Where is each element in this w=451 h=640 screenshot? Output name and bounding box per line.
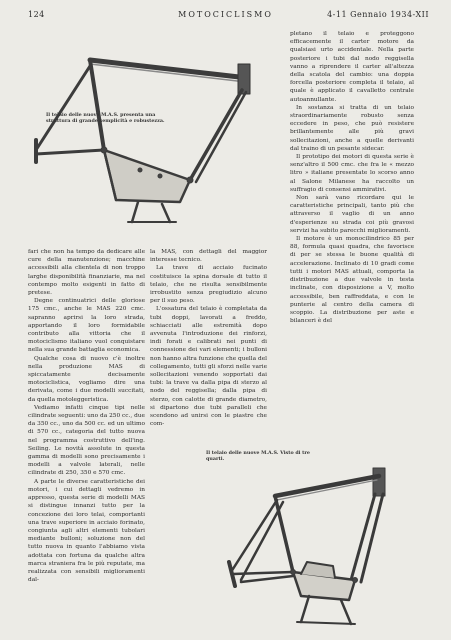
column-left xyxy=(28,248,145,631)
paragraph: La trave di acciaio fucinato costituisce la spina dorsale di tutto il telaio, che ne risulta sensibilmente irrobustito senza pregiudizio alcuno per il suo peso. xyxy=(150,265,267,305)
column-right xyxy=(290,30,414,420)
frame-side-view-photo xyxy=(20,30,280,226)
paragraph: Vediamo infatti cinque tipi nelle cilindrate seguenti: uno da 250 cc., due da 350 cc., uno da 500 cc. ed un ultimo di 570 cc., categoria del tutto nuova nel programma costruttivo dell'ing. Seiling. Le novità assolute in questa gamma di modelli sono precisamente i modelli a valvole laterali, nelle cilindrate di 250, 350 e 570 cmc. xyxy=(28,404,145,477)
paragraph: L'ossatura del telaio è completata da tubi doppi, lavorati a freddo, schiacciati alle estremità dopo avvenuta l'introduzione dei rinforzi, indi forati e calibrati nei punti di connessione dei vari elementi; i bulloni non hanno altra funzione che quella del collegamento, tutti gli sforzi nelle varie sollecitazioni venendo sopportati dai tubi: la trave va dalla pipa di sterzo al nodo del reggisella; dalla pipa di sterzo, con calotte di grande diametro, si dipartono due tubi paralleli che scendono ad unirsi con le piastre che com- xyxy=(150,306,267,428)
issue-date: 4-11 Gennaio 1934-XII xyxy=(327,10,429,19)
paragraph: Qualche cosa di nuovo c'è inoltre nella produzione MAS di spiccatamente decisamente motociclistica, vogliamo dire una derivata, come i due modelli succitati, da quella motoleggeristica. xyxy=(28,355,145,403)
column-middle xyxy=(150,248,267,443)
paragraph: Il motore è un monocilindrico 85 per 88, formula quasi quadra, che favorisce di per se stessa le buone qualità di accelerazione. Inclinato di 10 gradi come tutti i motori MAS attuali, comporta la distribuzione a due valvole in testa inclinate, con disposizione a V, molto accessibile, ben raffreddata, e con le punterie al centro della camera di scoppio. La distribuzione per aste e bilanceri è del xyxy=(290,236,414,325)
paragraph: fari che non ha tempo da dedicare alle cure della manutenzione; macchine accessibili alla clientela di non troppo larghe disponibilità finanziarie, ma nel contempo molto esigenti in fatto di pretese. xyxy=(28,249,145,297)
page-number: 124 xyxy=(28,10,45,19)
figure-2-caption: Il telaio delle nuove M.A.S. Visto di tre quarti. xyxy=(206,450,310,462)
paragraph: Non sarà vano ricordare qui le caratteristiche principali, tanto più che attraverso il vaglio di un anno d'esperienze su strada coi più gravosi servizi ha subito parecchi miglioramenti. xyxy=(290,195,414,234)
paragraph: A parte le diverse caratteristiche dei motori, i cui dettagli vedremo in appresso, questa serie di modelli MAS si distingue innanzi tutto per la concezione dei loro telai, comportanti una trave superiore in acciaio forinato, congiunta agli altri elementi tubolari mediante bulloni; soluzione non del tutto nuova in quanto l'abbiamo vista adottata con fortuna da qualche altra marca straniera fra le più reputate, ma realizzata con sensibili miglioramenti dal- xyxy=(28,478,145,584)
paragraph: In sostanza si tratta di un telaio straordinariamente robusto senza eccedere in peso, che può resistere brillantemente alle più gravi sollecitazioni, anche a quelle derivanti dal traino di un pesante sidecar. xyxy=(290,104,414,152)
frame-three-quarter-view-photo xyxy=(205,462,415,632)
magazine-title: MOTOCICLISMO xyxy=(178,10,273,19)
paragraph: Il prototipo dei motori di questa serie è senz'altro il 500 cmc. che fra le « mezzo litro » italiane presentate lo scorso anno al Salone Milanese ha raccolto un suffragio di consensi ammirativi. xyxy=(290,154,414,193)
paragraph: la MAS, con dettagli del maggior interesse tecnico. xyxy=(150,249,267,264)
figure-1-caption: Il telaio delle nuove M.A.S. presenta una struttura di grande semplicità e robustezza. xyxy=(46,112,165,124)
paragraph: Degne continuatrici delle gloriose 175 cmc., anche le MAS 220 cmc. sapranno aprirsi la loro strada, apportando il loro formidabile contributo alla vittoria che il motociclismo italiano vuol conquistare nella sua grande battaglia economica. xyxy=(28,298,145,354)
paragraph: pletano il telaio e proteggono efficacemente il carter motore da qualsiasi urto accidentale. Nella parte posteriore i tubi dal nodo reggisella vanno a riprendere il carter all'altezza della scatola del cambio: una doppia forcella posteriore completa il telaio, al quale è applicato il cavalletto centrale autoannullante. xyxy=(290,31,414,103)
